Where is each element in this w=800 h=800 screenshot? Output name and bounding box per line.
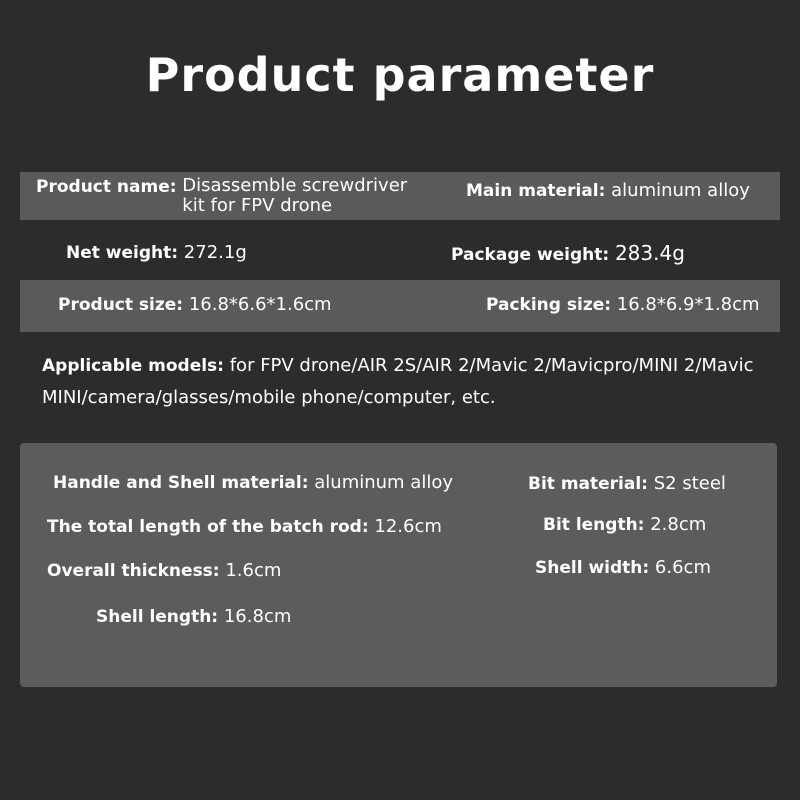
packing-size-label: Packing size: [486, 295, 612, 315]
handle-shell-material-value: aluminum alloy [314, 472, 453, 493]
bit-material-value: S2 steel [653, 473, 726, 494]
bit-material-label: Bit material: [528, 474, 648, 494]
overall-thickness-label: Overall thickness: [47, 561, 220, 581]
packing-size-value: 16.8*6.9*1.8cm [616, 294, 760, 315]
package-weight-label: Package weight: [451, 245, 610, 265]
applicable-models-label: Applicable models: [42, 356, 224, 376]
shell-length-value: 16.8cm [223, 606, 292, 627]
product-name-label: Product name: [36, 177, 177, 197]
product-size-row [58, 294, 332, 316]
bit-length-row [543, 514, 706, 536]
product-size-value: 16.8*6.6*1.6cm [188, 294, 332, 315]
handle-shell-material-label: Handle and Shell material: [53, 473, 309, 493]
main-material-row [466, 180, 750, 202]
net-weight-row [66, 242, 247, 264]
applicable-models [42, 350, 762, 413]
handle-shell-material-row [53, 472, 453, 494]
net-weight-label: Net weight: [66, 243, 179, 263]
shell-length-row [96, 606, 291, 628]
main-material-value: aluminum alloy [611, 180, 750, 201]
batch-rod-length-row [47, 516, 442, 538]
shell-width-row [535, 557, 711, 579]
bit-length-value: 2.8cm [650, 514, 707, 535]
packing-size-row [486, 294, 760, 316]
bit-length-label: Bit length: [543, 515, 645, 535]
bit-material-row [528, 473, 726, 495]
product-size-label: Product size: [58, 295, 184, 315]
shell-length-label: Shell length: [96, 607, 219, 627]
main-material-label: Main material: [466, 181, 606, 201]
page-title: Product parameter [145, 48, 655, 102]
product-name-row [36, 176, 432, 216]
overall-thickness-row [47, 560, 281, 582]
net-weight-value: 272.1g [183, 242, 247, 263]
shell-width-value: 6.6cm [654, 557, 711, 578]
shell-width-label: Shell width: [535, 558, 650, 578]
applicable-models-value: for FPV drone/AIR 2S/AIR 2/Mavic 2/Mavicpro/MINI 2/Mavic MINI/camera/glasses/mobile phone/computer, etc. [42, 355, 754, 408]
overall-thickness-value: 1.6cm [225, 560, 282, 581]
package-weight-value: 283.4g [614, 241, 685, 265]
batch-rod-length-label: The total length of the batch rod: [47, 517, 369, 537]
batch-rod-length-value: 12.6cm [374, 516, 442, 537]
product-name-value: Disassemble screwdriver kit for FPV drone [182, 175, 408, 216]
package-weight-row [451, 242, 685, 266]
